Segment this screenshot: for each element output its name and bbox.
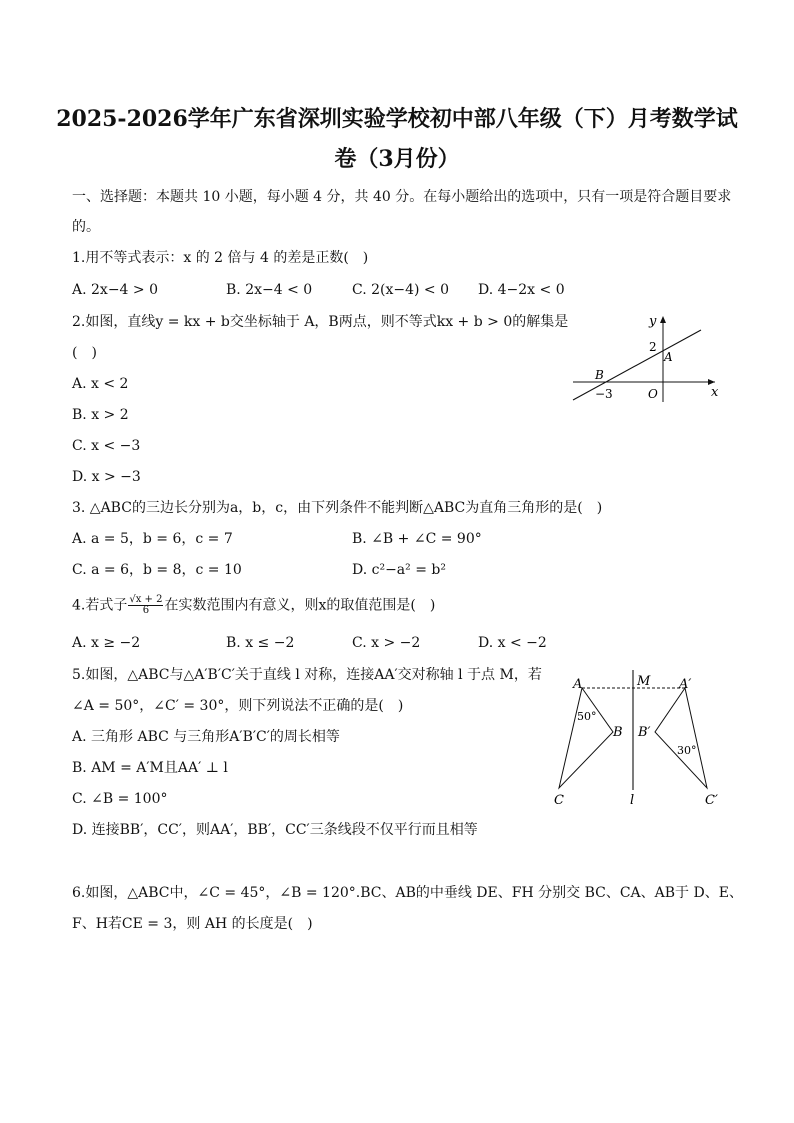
triangle-a2b2c2: [655, 688, 707, 788]
angle-c-prime-label: 30°: [677, 744, 697, 757]
q5-option-c: C. ∠B = 100°: [72, 791, 168, 807]
q2-option-d: D. x > −3: [72, 469, 141, 485]
q2-paren: ( ): [72, 345, 97, 361]
point-b-label: B: [595, 368, 604, 382]
q5-option-d: D. 连接BB′，CC′，则AA′，BB′，CC′三条线段不仅平行而且相等: [72, 822, 478, 838]
q5-stem-line2: ∠A = 50°，∠C′ = 30°，则下列说法不正确的是( ): [72, 698, 404, 714]
q1-option-a: A. 2x−4 > 0: [72, 282, 158, 298]
label-c: C: [554, 793, 564, 808]
q2-stem: 2.如图，直线y = kx + b交坐标轴于 A，B两点，则不等式kx + b > 0的解集是: [72, 314, 569, 330]
q5-option-b: B. AM = A′M且AA′ ⊥ l: [72, 760, 228, 776]
q3-option-d: D. c²−a² = b²: [352, 562, 446, 578]
q1-option-c: C. 2(x−4) < 0: [352, 282, 450, 298]
triangle-abc: [559, 688, 613, 788]
q4-option-a: A. x ≥ −2: [72, 635, 141, 651]
q1-option-d: D. 4−2x < 0: [478, 282, 565, 298]
label-m: M: [637, 674, 651, 689]
q2-coordinate-figure: [565, 310, 725, 405]
q4-stem-after: 在实数范围内有意义，则x的取值范围是( ): [164, 597, 436, 614]
q3-option-b: B. ∠B + ∠C = 90°: [352, 531, 482, 547]
point-a-label: A: [664, 350, 673, 364]
q4-frac-numerator: √x + 2: [129, 594, 163, 605]
q3-option-a: A. a = 5，b = 6，c = 7: [72, 531, 233, 547]
angle-a-label: 50°: [577, 710, 597, 723]
q4-stem: [72, 595, 435, 616]
q4-option-b: B. x ≤ −2: [226, 635, 295, 651]
exam-title-line1: 2025-2026学年广东省深圳实验学校初中部八年级（下）月考数学试: [56, 106, 738, 132]
y-axis-label: y: [649, 314, 657, 329]
q5-option-a: A. 三角形 ABC 与三角形A′B′C′的周长相等: [72, 729, 340, 745]
q1-option-b: B. 2x−4 < 0: [226, 282, 313, 298]
label-a: A: [573, 677, 583, 692]
q6-stem-line1: 6.如图，△ABC中，∠C = 45°，∠B = 120°.BC、AB的中垂线 DE、FH 分别交 BC、CA、AB于 D、E、: [72, 885, 743, 901]
q2-option-b: B. x > 2: [72, 407, 129, 423]
q4-fraction: [128, 595, 163, 616]
q4-stem-before: 4.若式子: [72, 597, 128, 614]
label-a-prime: A′: [679, 677, 692, 692]
label-b: B: [613, 725, 623, 740]
line-kx-b: [573, 330, 701, 400]
label-l: l: [630, 793, 635, 808]
q4-frac-denominator: 6: [142, 605, 150, 616]
x-axis-label: x: [711, 385, 719, 400]
a-value-label: 2: [649, 340, 657, 354]
q4-option-c: C. x > −2: [352, 635, 421, 651]
section-instructions-line1: 一、选择题：本题共 10 小题，每小题 4 分，共 40 分。在每小题给出的选项中，只有一项是符合题目要求: [72, 189, 732, 205]
q2-option-c: C. x < −3: [72, 438, 141, 454]
q3-stem: 3. △ABC的三边长分别为a，b，c，由下列条件不能判断△ABC为直角三角形的是( ): [72, 500, 603, 516]
origin-label: O: [648, 387, 658, 401]
q2-option-a: A. x < 2: [72, 376, 129, 392]
q4-option-d: D. x < −2: [478, 635, 547, 651]
q3-option-c: C. a = 6，b = 8，c = 10: [72, 562, 242, 578]
q1-stem: 1.用不等式表示：x 的 2 倍与 4 的差是正数( ): [72, 250, 369, 266]
b-value-label: −3: [595, 387, 613, 401]
q5-stem-line1: 5.如图，△ABC与△A′B′C′关于直线 l 对称，连接AA′交对称轴 l 于点 M，若: [72, 667, 542, 683]
q6-stem-line2: F、H若CE = 3，则 AH 的长度是( ): [72, 916, 313, 932]
q5-symmetry-figure: [545, 668, 730, 813]
exam-title-line2: 卷（3月份）: [334, 146, 460, 172]
label-b-prime: B′: [638, 725, 651, 740]
section-instructions-line2: 的。: [72, 219, 100, 235]
label-c-prime: C′: [705, 793, 718, 808]
y-axis-arrow: [660, 316, 666, 323]
